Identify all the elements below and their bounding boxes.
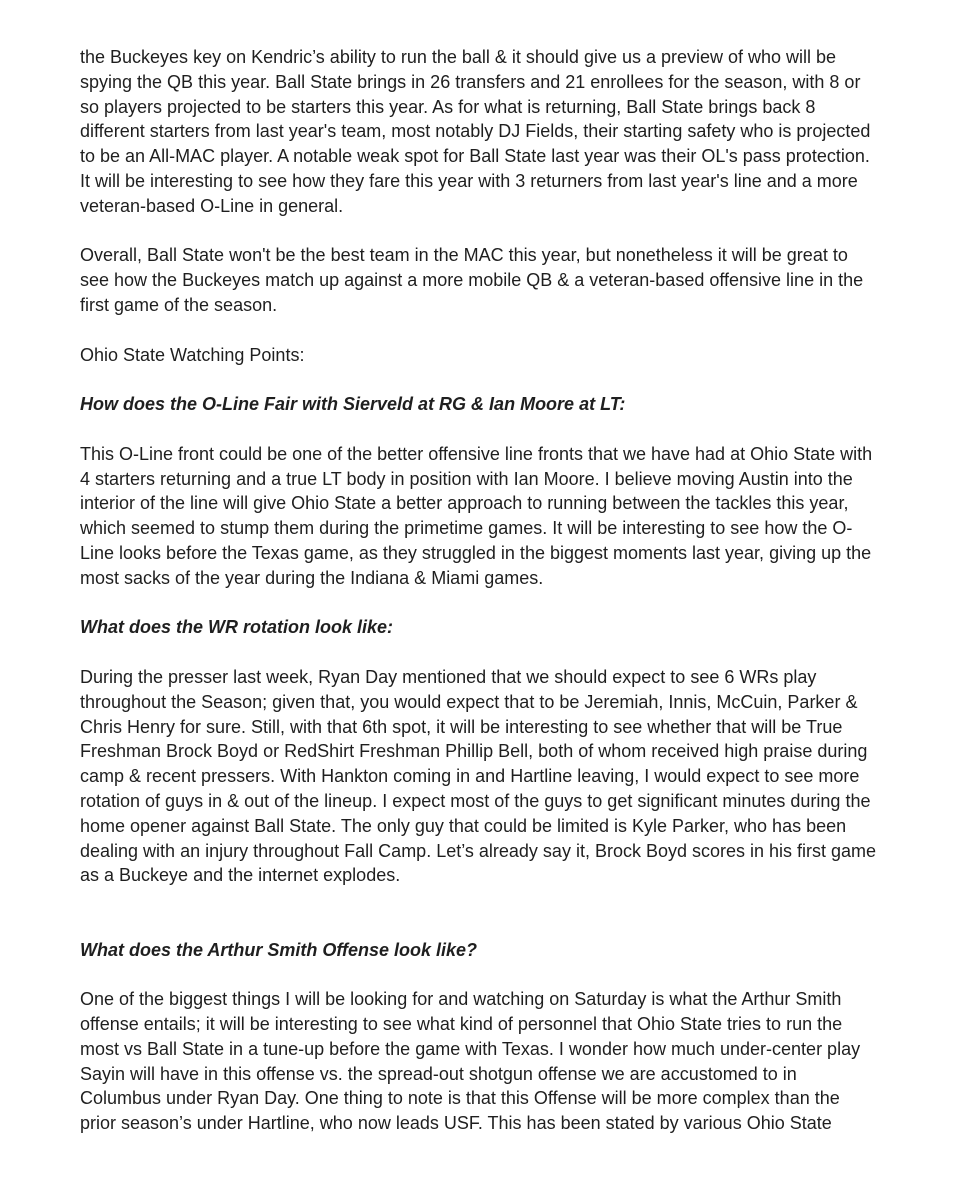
heading-arthur-smith-offense: What does the Arthur Smith Offense look like?: [80, 939, 478, 960]
paragraph-overall-summary: Overall, Ball State won't be the best team in the MAC this year, but nonetheless it will be great to see how the Buckeyes match up against a more mobile QB & a veteran-based offensive line in the first game of the season.: [80, 245, 864, 315]
blank-line: [80, 913, 880, 938]
paragraph-arthur-smith-offense: One of the biggest things I will be looking for and watching on Saturday is what the Arthur Smith offense entails; it will be interesting to see what kind of personnel that Ohio State tries to run the most vs Ball State in a tune-up before the game with Texas. I wonder how much under-center play Sayin will have in this offense vs. the spread-out shotgun offense we are accustomed to in Columbus under Ryan Day. One thing to note is that this Offense will be more complex than the prior season’s under Hartline, who now leads USF. This has been stated by various Ohio State: [80, 989, 861, 1134]
paragraph-wr-rotation: During the presser last week, Ryan Day mentioned that we should expect to see 6 WRs play throughout the Season; given that, you would expect that to be Jeremiah, Innis, McCuin, Parker & Chris Henry for sure. Still, with that 6th spot, it will be interesting to see whether that will be True Freshman Brock Boyd or RedShirt Freshman Phillip Bell, both of whom received high praise during camp & recent pressers. With Hankton coming in and Hartline leaving, I would expect to see more rotation of guys in & out of the lineup. I expect most of the guys to get significant minutes during the home opener against Ball State. The only guy that could be limited is Kyle Parker, who has been dealing with an injury throughout Fall Camp. Let’s already say it, Brock Boyd scores in his first game as a Buckeye and the internet explodes.: [80, 666, 877, 886]
paragraph-ball-state-roster: the Buckeyes key on Kendric’s ability to run the ball & it should give us a preview of who will be spying the QB this year. Ball State brings in 26 transfers and 21 enrollees for the season, with 8 or so players projected to be starters this year. As for what is returning, Ball State brings back 8 different starters from last year's team, most notably DJ Fields, their starting safety who is projected to be an All-MAC player. A notable weak spot for Ball State last year was their OL's pass protection. It will be interesting to see how they fare this year with 3 returners from last year's line and a more veteran-based O-Line in general.: [80, 47, 871, 216]
heading-wr-rotation: What does the WR rotation look like:: [80, 617, 394, 638]
section-label-watching-points: Ohio State Watching Points:: [80, 344, 305, 365]
document-page: [80, 45, 880, 1161]
paragraph-o-line: This O-Line front could be one of the better offensive line fronts that we have had at Ohio State with 4 starters returning and a true LT body in position with Ian Moore. I believe moving Austin into the interior of the line will give Ohio State a better approach to running between the tackles this year, which seemed to stump them during the primetime games. It will be interesting to see how the O-Line looks before the Texas game, as they struggled in the biggest moments last year, giving up the most sacks of the year during the Indiana & Miami games.: [80, 443, 873, 588]
heading-o-line: How does the O-Line Fair with Sierveld at RG & Ian Moore at LT:: [80, 394, 626, 415]
